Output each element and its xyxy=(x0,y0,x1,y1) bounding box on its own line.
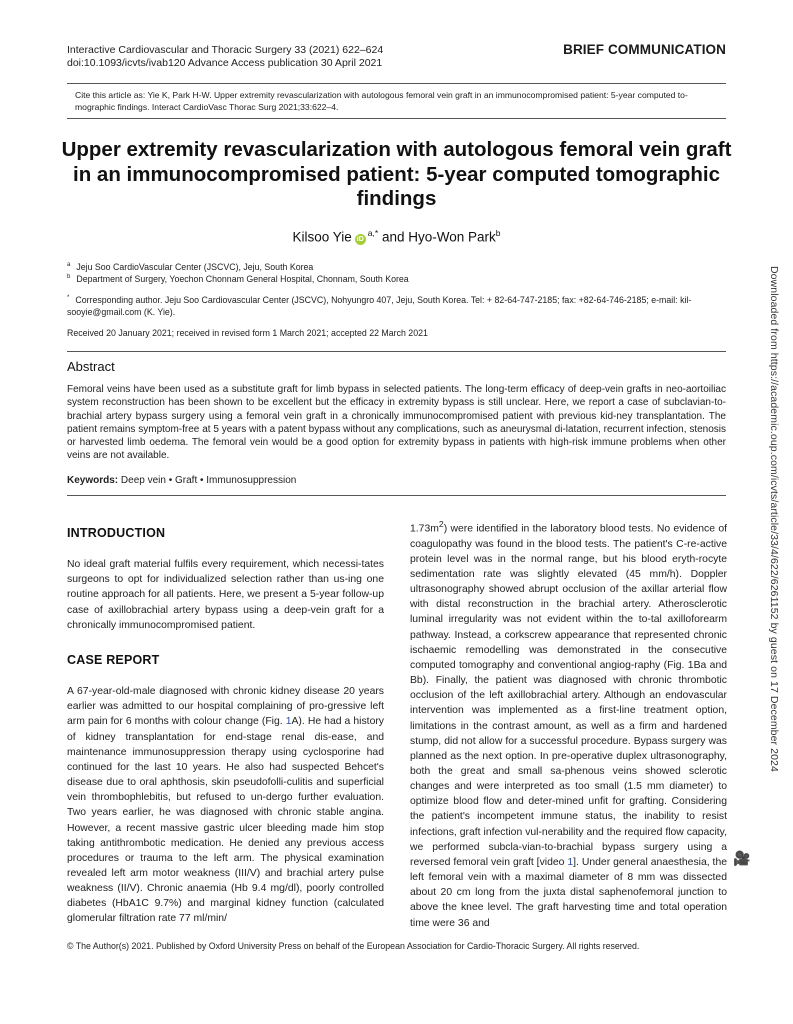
case-report-heading: CASE REPORT xyxy=(67,652,160,667)
introduction-text: No ideal graft material fulfils every requirement, which necessi-tates surgeons to opt for individualized selection rather than us-ing one routine approach for all patients. Here, we present a 5-year follow-up case of axillobrachial artery bypass using a deep-vein graft for a chronically immunocompromised patient. xyxy=(67,559,384,631)
abstract-text: Femoral veins have been used as a substitute graft for limb bypass in selected patients. The long-term efficacy of deep-vein grafts in neo-aortoiliac system reconstruction has been shown to be excellent but the efficacy in extremity bypass is still unclear. Here, we report a case of subclavian-to-brachial artery bypass surgery using a femoral vein graft in a chronically immunocompromised patient with previous kid-ney transplantation. The patient remains symptom-free at 5 years with a patent bypass without any complications, such as aneurysmal di-latation, recurrent infection, stenosis or harvested limb oedema. The femoral vein would be a good option for extremity bypass in patients with high-risk immune problems when other veins are not available. xyxy=(67,384,726,462)
affiliation-mark: a xyxy=(67,262,71,268)
download-note[interactable]: Downloaded from https://academic.oup.com/icvts/article/33/4/622/6261152 by guest on 17 December 2024 xyxy=(768,266,780,772)
corresponding-text: Corresponding author. Jeju Soo Cardiovascular Center (JSCVC), Nohyungro 407, Jeju, South Korea. Tel: + 82-64-747-2185; fax: +82-64-746-2185; e-mail: kil-sooyie@gmail.com (K. Yie). xyxy=(67,294,692,317)
case-text-part: ]. Under general anaesthesia, the left femoral vein with a maximal diameter of 8 mm was dissected about 20 cm long from the juxta distal saphenofemoral junction to above the knee level. The graft harvesting time and total operation time were 36 and xyxy=(410,856,728,929)
author-list xyxy=(0,228,793,245)
case-report-text xyxy=(67,684,384,927)
superscript: 2 xyxy=(438,519,444,529)
doi-line: doi:10.1093/icvts/ivab120 Advance Access publication 30 April 2021 xyxy=(67,57,383,69)
journal-citation-line: Interactive Cardiovascular and Thoracic Surgery 33 (2021) 622–624 xyxy=(67,44,384,56)
citation-line-1: Cite this article as: Yie K, Park H-W. Upper extremity revascularization with autologous femoral vein graft in an immunocompromised patient: 5-year computed to- xyxy=(75,90,688,100)
author-joiner: and xyxy=(378,229,409,245)
right-column xyxy=(410,517,727,931)
affiliation-text: Jeju Soo CardioVascular Center (JSCVC), Jeju, South Korea xyxy=(76,261,314,272)
author-affiliation-mark: a,* xyxy=(367,228,379,238)
abstract-box xyxy=(67,351,726,496)
video-link[interactable]: 1 xyxy=(567,856,574,868)
copyright-footer: © The Author(s) 2021. Published by Oxford University Press on behalf of the European Association for Cardio-Thoracic Surgery. All rights reserved. xyxy=(67,941,640,951)
author-affiliation-mark: b xyxy=(495,228,501,238)
corresponding-mark: * xyxy=(67,295,70,301)
case-text-part: ) were identified in the laboratory blood tests. No evidence of coagulopathy was found in the blood tests. The patient's C-re-active protein level was in the normal range, but his blood eryth-rocyte sedimentation rate was slightly elevated (45 mm/h). Doppler ultrasonography showed abrupt occlusion of the axillar arterial flow with distal reconstruction in the brachial artery. Atherosclerotic luminal irregularity was not evident within the to-tal axilloforearm pathway. Instead, a corkscrew appearance that represented chronic ischaemic remodelling was demonstrated in the consecutive computed tomography and conventional angiog-raphy (Fig. 1Ba and Bb). Finally, the patient was diagnosed with chronic thrombotic occlusion of the left axillobrachial artery. Although an endovascular intervention was implemented as a first-line treatment option, limitations in the contrast amount, as well as a firm and hardened stump, did not allow for a successful procedure. Bypass surgery was planned as the next option. In pre-operative duplex ultrasonography, both the great and small sa-phenous veins showed sclerotic changes and were interpreted as too small (1.5 mm diameter) to optimize blood flow and deter-mined unfit for grafting. Considering the patient's incompetent immune status, the inability to resist infections, graft infection vul-nerability and the required flow capacity, we performed subcla-vian-to-brachial bypass surgery using a reversed femoral vein graft [video xyxy=(410,523,727,868)
keywords-list: Deep vein • Graft • Immunosuppression xyxy=(120,474,297,486)
affiliation-mark: b xyxy=(67,274,71,280)
author-name[interactable]: Kilsoo Yie xyxy=(292,229,352,245)
keywords-label: Keywords: xyxy=(67,474,119,486)
case-text-part: A 67-year-old-male diagnosed with chronic kidney disease 20 years earlier was admitted to our hospital complaining of pro-gressive left arm pain for 6 months with colour change (Fig. xyxy=(67,686,384,728)
author-name[interactable]: Hyo-Won Park xyxy=(408,229,496,245)
cite-this-article-box xyxy=(67,83,726,119)
figure-link[interactable]: 1 xyxy=(285,716,292,728)
case-text-part: 1.73m xyxy=(410,523,439,535)
affiliation-text: Department of Surgery, Yoechon Chonnam General Hospital, Chonnam, South Korea xyxy=(76,273,409,284)
case-text-part: A). He had a history of kidney transplantation for end-stage renal dis-ease, and maintenance immunosuppression therapy using cyclosporine had continued for the last 10 years. He also had suspected Behcet's disease due to oral aphthosis, skin pseudofolli-culitis and superficial vein thrombophlebitis, but refused to un-dergo further evaluation. Two years earlier, he was diagnosed with chronic stable angina. However, a recent massive gastric ulcer bleeding made him stop taking antithrombotic medication. He denied any previous access procedures or trauma to the left arm. The physical examination revealed left arm motor weakness (III/V) and brachial artery pulse weakness (II/V). Chronic anaemia (Hb 9.4 mg/dl), poorly controlled diabetes (HbA1C 9.7%) and marginal kidney function (calculated glomerular filtration rate 77 ml/min/ xyxy=(67,716,384,925)
case-report-continued-text xyxy=(410,517,727,931)
video-camera-icon[interactable]: 🎥 xyxy=(733,850,751,866)
received-dates: Received 20 January 2021; received in revised form 1 March 2021; accepted 22 March 2021 xyxy=(67,328,428,338)
corresponding-author xyxy=(67,292,727,318)
introduction-heading: INTRODUCTION xyxy=(67,526,166,540)
citation-line-2: mographic findings. Interact CardioVasc Thorac Surg 2021;33:622–4. xyxy=(75,102,339,112)
section-label: BRIEF COMMUNICATION xyxy=(563,42,726,57)
left-column xyxy=(67,517,384,947)
article-title: Upper extremity revascularization with autologous femoral vein graft in an immunocompromised patient: 5-year computed tomographic findings xyxy=(61,138,732,210)
abstract-heading: Abstract xyxy=(67,359,115,374)
download-sidebar xyxy=(764,266,784,806)
keywords xyxy=(67,475,726,486)
orcid-icon[interactable]: iD xyxy=(356,235,364,243)
affiliation-b xyxy=(67,271,409,285)
